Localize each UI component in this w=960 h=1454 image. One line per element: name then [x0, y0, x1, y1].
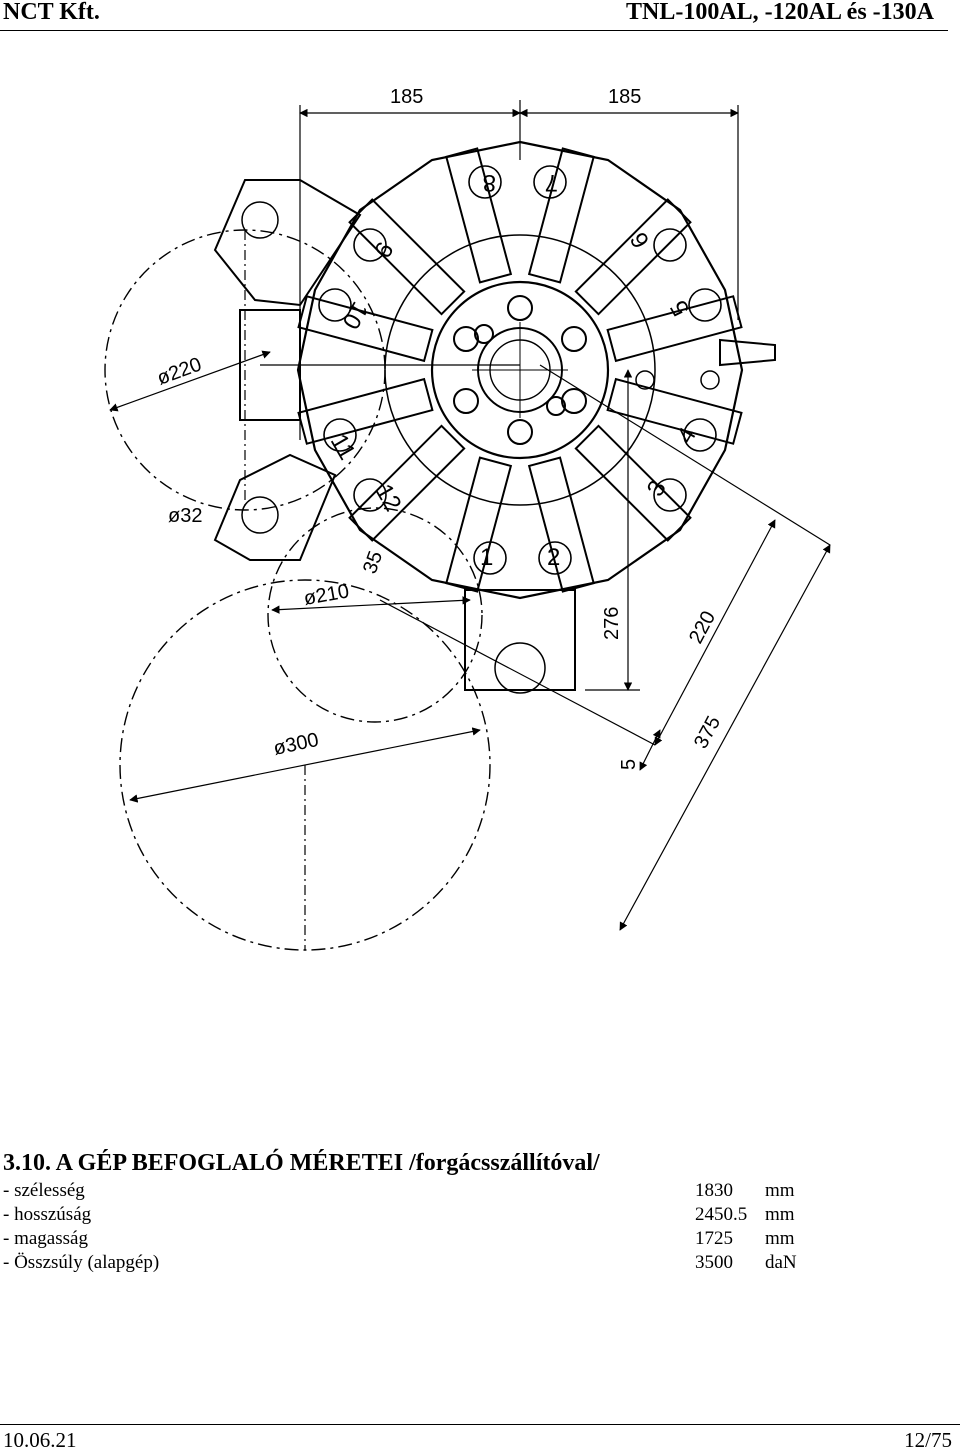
document-title: TNL-100AL, -120AL és -130A [625, 0, 934, 25]
spec-label: - szélesség [3, 1180, 85, 1201]
station-number: 12 [369, 479, 407, 517]
page-footer [0, 1424, 960, 1454]
dim-35-label: 35 [359, 548, 388, 577]
station-number: 1 [480, 544, 494, 571]
station-number: 9 [368, 237, 399, 263]
dia-210-label: ø210 [302, 580, 351, 610]
station-number: 4 [671, 422, 702, 448]
dim-276-label: 276 [601, 606, 623, 640]
page-number: 12/75 [904, 1428, 952, 1452]
spec-unit: mm [765, 1204, 795, 1225]
turret-body [298, 142, 742, 598]
spec-row-length [3, 1203, 943, 1227]
dim-185-right: 185 [608, 86, 642, 108]
spec-row-width [3, 1179, 943, 1203]
spec-unit: mm [765, 1180, 795, 1201]
spec-unit: daN [765, 1252, 797, 1273]
dim-220-label: 220 [684, 607, 721, 648]
spec-label: - hosszúság [3, 1204, 92, 1225]
dia-300-label: ø300 [271, 728, 321, 760]
dia-220-label: ø220 [154, 353, 205, 390]
company-name: NCT Kft. [3, 0, 100, 25]
spec-label: - Összsúly (alapgép) [3, 1252, 160, 1273]
spec-value: 1725 [695, 1228, 733, 1249]
station-number: 3 [641, 475, 672, 501]
station-number: 6 [625, 227, 656, 253]
station-number: 8 [482, 169, 496, 196]
dim-5-label: 5 [618, 758, 640, 770]
station-number: 10 [336, 297, 374, 334]
station-number: 11 [324, 429, 361, 465]
spec-value: 1830 [695, 1180, 733, 1201]
dimensions-section [3, 1149, 943, 1275]
spec-label: - magasság [3, 1228, 88, 1249]
page-header [0, 0, 948, 31]
spec-row-height [3, 1227, 943, 1251]
section-title: 3.10. A GÉP BEFOGLALÓ MÉRETEI /forgácsszállítóval/ [3, 1150, 600, 1176]
dim-185-left: 185 [390, 86, 424, 108]
spec-value: 3500 [695, 1252, 733, 1273]
spec-list [3, 1179, 943, 1275]
spec-unit: mm [765, 1228, 795, 1249]
station-number: 2 [547, 544, 561, 571]
station-number: 7 [544, 169, 558, 196]
footer-date: 10.06.21 [3, 1428, 77, 1452]
turret-technical-drawing [0, 40, 960, 1000]
dim-375-label: 375 [689, 712, 726, 753]
dia-32-label: ø32 [168, 505, 203, 527]
station-number: 5 [665, 295, 696, 321]
spec-value: 2450.5 [695, 1204, 748, 1225]
top-dimension [300, 100, 738, 440]
spec-row-weight [3, 1251, 943, 1275]
